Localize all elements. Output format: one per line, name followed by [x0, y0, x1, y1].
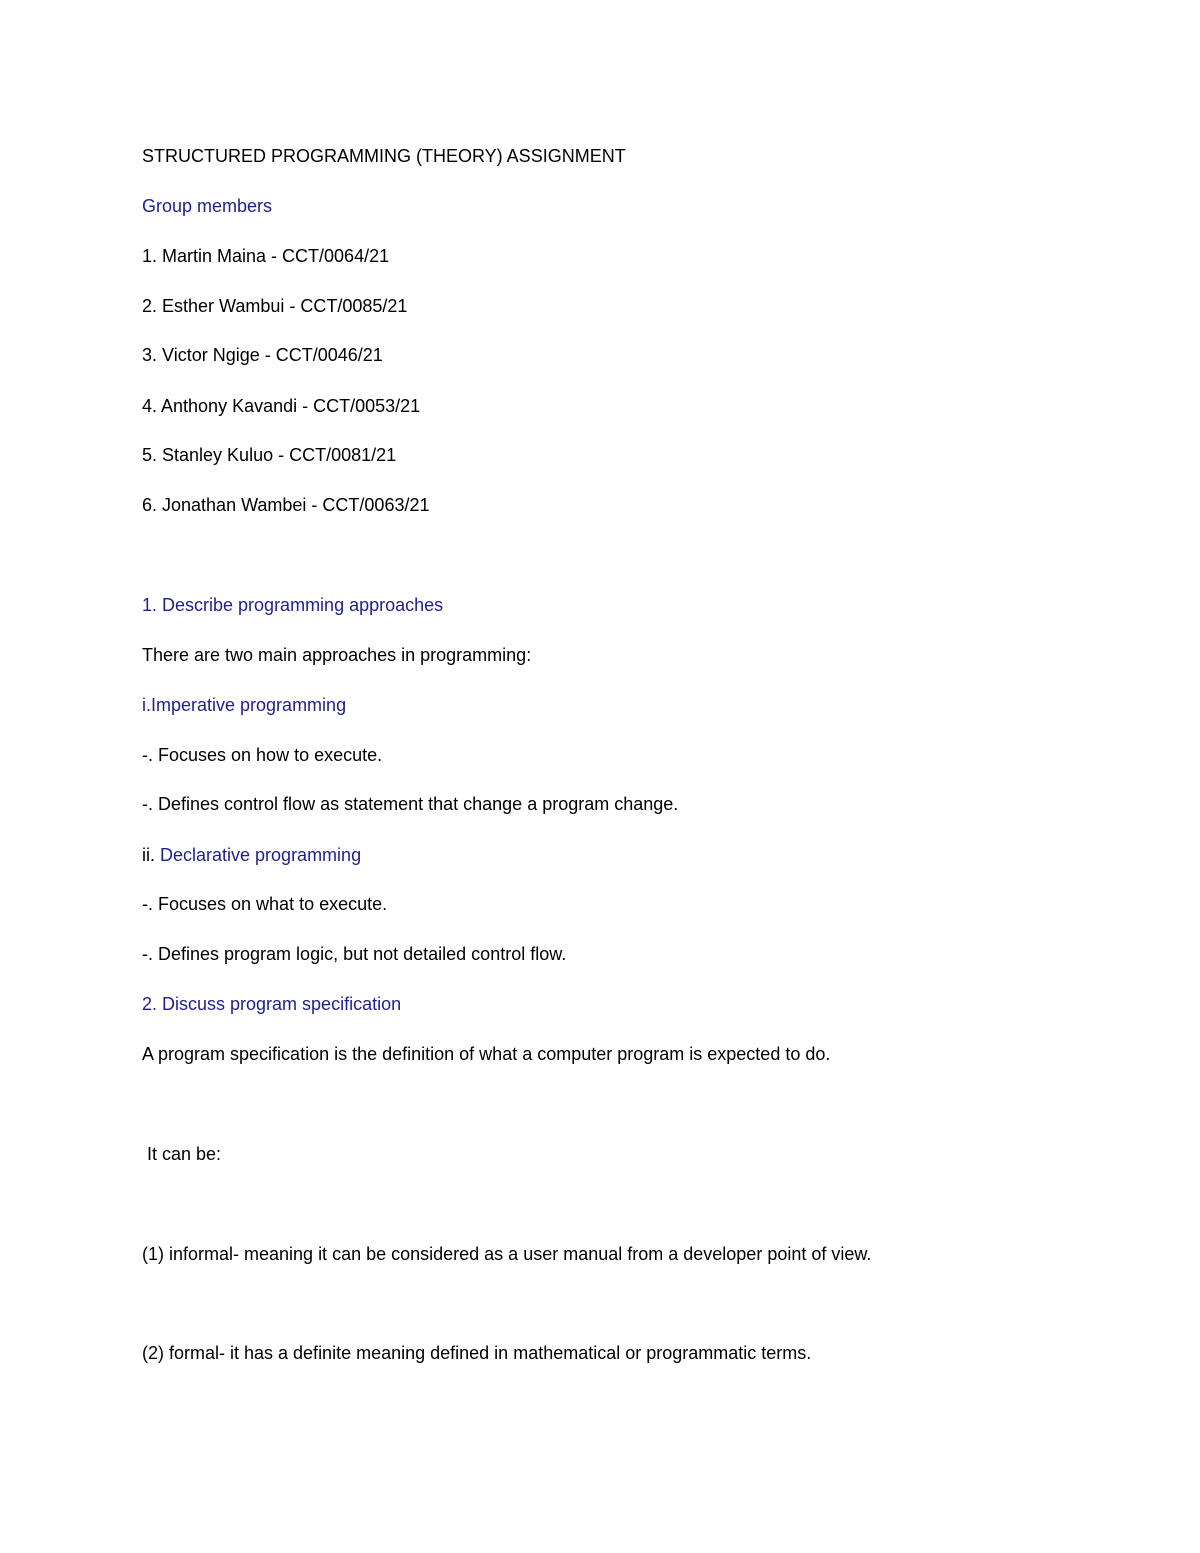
member-item: 4. Anthony Kavandi - CCT/0053/21	[142, 396, 421, 416]
specification-item: (2) formal- it has a definite meaning defined in mathematical or programmatic terms.	[142, 1343, 812, 1363]
declarative-point: -. Defines program logic, but not detailed control flow.	[142, 944, 567, 964]
imperative-point: -. Defines control flow as statement that change a program change.	[142, 794, 679, 814]
imperative-point: -. Focuses on how to execute.	[142, 745, 383, 765]
declarative-heading: Declarative programming	[160, 845, 362, 865]
member-item: 3. Victor Ngige - CCT/0046/21	[142, 345, 383, 365]
member-item: 5. Stanley Kuluo - CCT/0081/21	[142, 445, 397, 465]
group-members-heading: Group members	[142, 196, 273, 216]
question-1-heading: 1. Describe programming approaches	[142, 595, 444, 615]
imperative-heading: i.Imperative programming	[142, 695, 347, 715]
member-item: 6. Jonathan Wambei - CCT/0063/21	[142, 495, 430, 515]
declarative-point: -. Focuses on what to execute.	[142, 894, 388, 914]
specification-definition: A program specification is the definition of what a computer program is expected to do.	[142, 1044, 831, 1064]
member-item: 1. Martin Maina - CCT/0064/21	[142, 246, 390, 266]
member-item: 2. Esther Wambui - CCT/0085/21	[142, 296, 408, 316]
document-title: STRUCTURED PROGRAMMING (THEORY) ASSIGNMENT	[142, 146, 626, 166]
declarative-prefix: ii.	[142, 845, 160, 865]
declarative-heading-line	[142, 844, 361, 866]
question-2-heading: 2. Discuss program specification	[142, 994, 402, 1014]
can-be-label: It can be:	[147, 1144, 222, 1164]
question-1-intro: There are two main approaches in programming:	[142, 645, 532, 665]
specification-item: (1) informal- meaning it can be considered as a user manual from a developer point of view.	[142, 1244, 872, 1264]
